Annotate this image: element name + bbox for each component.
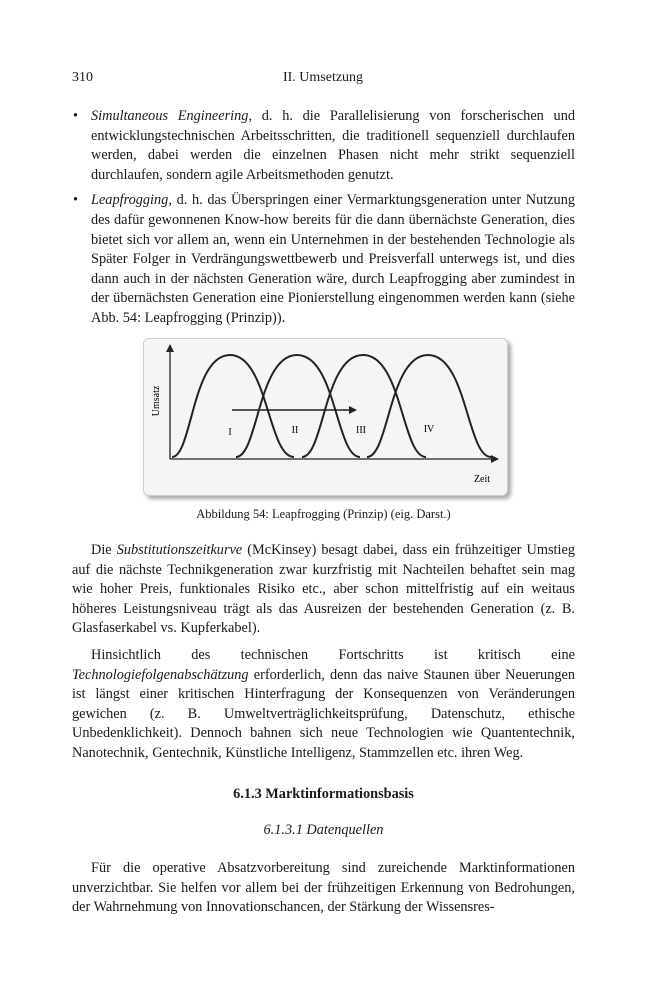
generation-label-3: III bbox=[356, 425, 366, 436]
generation-label-2: II bbox=[291, 425, 299, 436]
bullet-list bbox=[72, 107, 575, 329]
paragraph-marktinformationen: Für die operative Absatzvorbereitung sind zureichende Marktinformationen unverzichtbar. Sie helfen vor allem bei der frühzeitigen Erkennung von Bedrohungen, der Wahrnehmung von Innovationschancen, der Stärkung der Wissensres- bbox=[72, 860, 575, 916]
bullet-term: Simultaneous Engineering bbox=[91, 108, 249, 124]
paragraph-text: (McKinsey) besagt dabei, dass ein frühzeitiger Umstieg auf die nächste Technikgeneration zwar kurzfristig mit Nachteilen behaftet sein mag wie hoher Preis, funktionales Risiko etc., aber schon mittelfristig auf ein weitaus höheres Leistungsniveau trägt als das Ausreizen der bestehenden Generation (z. B. Glasfaserkabel vs. Kupferkabel). bbox=[72, 542, 575, 637]
paragraph-term: Substitutionszeitkurve bbox=[116, 542, 243, 558]
leapfrogging-diagram bbox=[144, 339, 507, 495]
y-axis-label: Umsatz bbox=[151, 385, 162, 417]
bullet-list-block bbox=[72, 107, 575, 335]
bullet-term: Leapfrogging bbox=[91, 192, 169, 209]
paragraph-text: erforderlich, denn das naive Staunen über Neuerungen ist längst einer kritischen Hinterfragung der Konsequenzen von Veränderungen gewichen (z. B. Umweltverträglichkeitsprüfung, Datenschutz, ethische Unbedenklichkeit). Dennoch bahnen sich neue Technologien wie Quantentechnik, Nanotechnik, Gentechnik, Künstliche Intelligenz, Stammzellen etc. ihren Weg. bbox=[72, 666, 575, 761]
paragraph-lead: Hinsichtlich des technischen Fortschritts ist kritisch eine bbox=[91, 646, 575, 663]
body-paragraphs bbox=[72, 541, 575, 771]
bullet-item-leapfrogging bbox=[72, 191, 575, 328]
generation-label-1: I bbox=[228, 427, 232, 438]
figure-leapfrogging bbox=[143, 338, 508, 496]
bullet-item-simultaneous-engineering bbox=[72, 107, 575, 185]
page-number: 310 bbox=[72, 70, 93, 85]
figure-caption: Abbildung 54: Leapfrogging (Prinzip) (eig. Darst.) bbox=[196, 507, 451, 521]
paragraph-lead: Die bbox=[91, 542, 117, 558]
x-axis-label: Zeit bbox=[473, 474, 491, 485]
running-head: II. Umsetzung bbox=[282, 70, 364, 85]
paragraph-technologiefolgenabschaetzung bbox=[72, 646, 575, 764]
bullet-text: , d. h. das Überspringen einer Vermarktungsgeneration unter Nutzung des dafür gewonnenen Know-how bereits für die dann übernächste Generation, dies bietet sich vor allem an, wenn ein Unternehmen in der bestehenden Technologie als Später Folger in Verdrängungswettbewerb und Preisverfall unterwegs ist, und dies dann auch in der nächsten Generation wäre, durch Leapfrogging aber zumindest in der übernächsten Generation eine Pionierstellung eingenommen werden kann (siehe Abb. 54: Leapfrogging (Prinzip)). bbox=[91, 192, 575, 326]
paragraph-substitutionszeitkurve bbox=[72, 541, 575, 639]
page-header bbox=[72, 70, 574, 90]
body-paragraphs-2 bbox=[72, 859, 575, 925]
subsection-heading: 6.1.3.1 Datenquellen bbox=[263, 822, 384, 838]
section-heading: 6.1.3 Marktinformationsbasis bbox=[233, 786, 414, 802]
generation-label-4: IV bbox=[423, 424, 435, 435]
bullet-text: , d. h. die Parallelisierung von forscherischen und entwicklungstechnischen Arbeitsschritten, die traditionell sequenziell durchlaufen werden, dabei werden die einzelnen Phasen nicht mehr strikt sequenziell durchlaufen, sondern agile Arbeitsmethoden genutzt. bbox=[91, 108, 575, 183]
paragraph-term: Technologiefolgenabschätzung bbox=[72, 666, 249, 683]
